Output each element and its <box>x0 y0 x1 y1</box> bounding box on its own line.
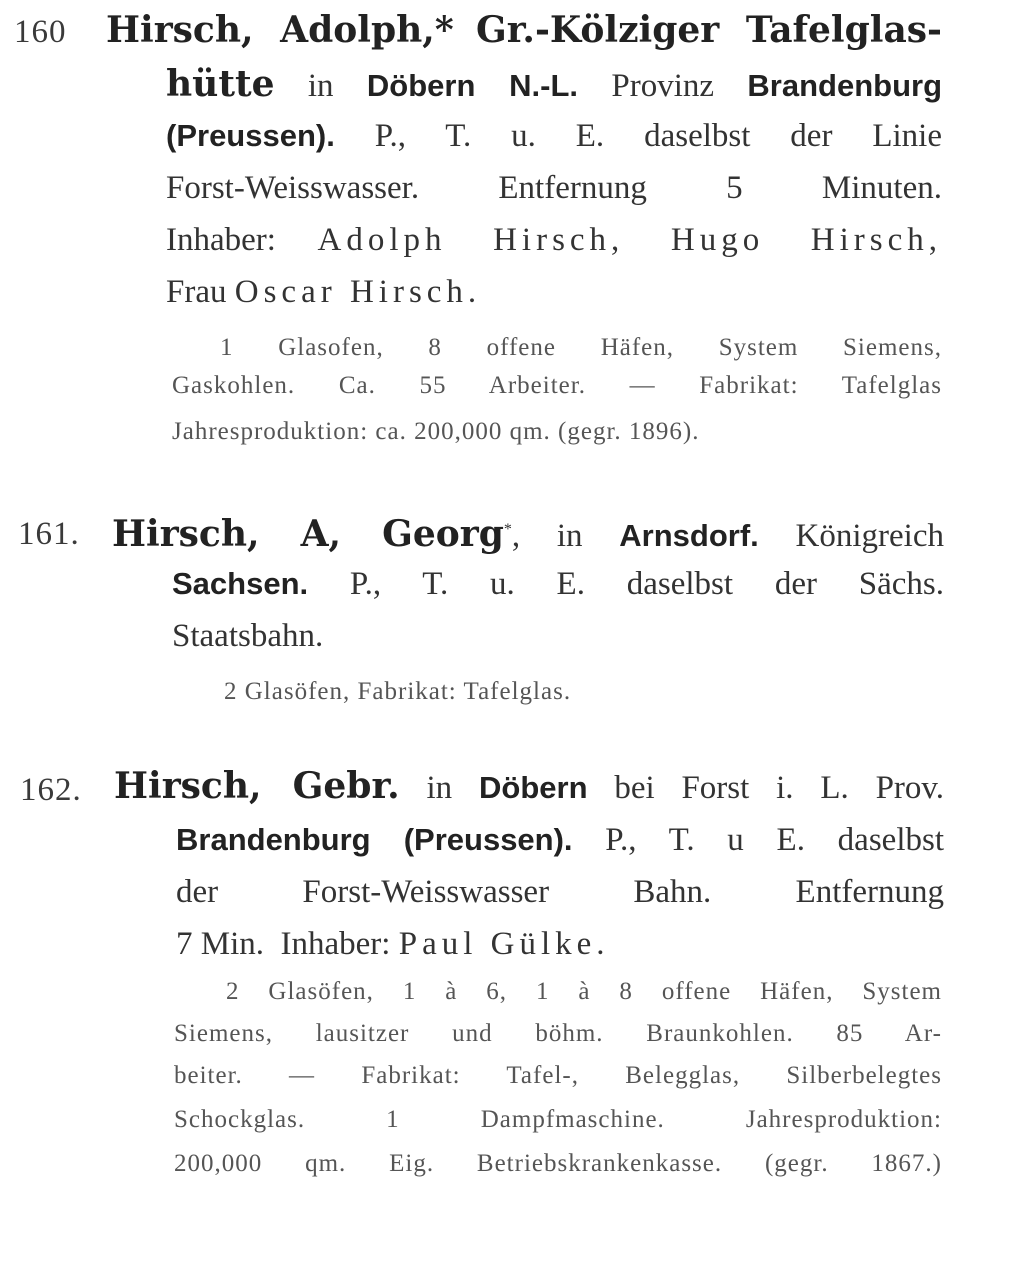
owners-names: Adolph Hirsch, Hugo Hirsch, <box>317 222 942 258</box>
entry-line: der Forst-Weisswasser Bahn. Entfernung <box>176 874 944 910</box>
details-line: Schockglas. 1 Dampfmaschine. Jahresproduktion: <box>174 1106 942 1133</box>
place-name: Döbern <box>479 770 588 805</box>
entry-number: 160 <box>14 14 67 50</box>
entry-line <box>172 564 944 604</box>
entry-number: 162. <box>20 772 82 808</box>
company-name: Gr.-Kölziger Tafelglas- <box>476 9 942 51</box>
entry-line <box>166 116 942 156</box>
details-line: 1 Glasofen, 8 offene Häfen, System Siemens, <box>220 334 942 361</box>
details-line: Gaskohlen. Ca. 55 Arbeiter. — Fabrikat: Tafelglas <box>172 372 942 399</box>
state-name: (Preussen). <box>166 118 335 153</box>
details-line: 2 Glasöfen, Fabrikat: Tafelglas. <box>224 678 572 705</box>
entry-number: 161. <box>18 516 80 552</box>
firm-name: Hirsch, Gebr. <box>114 765 400 807</box>
region-name: Brandenburg <box>747 68 943 103</box>
name-asterisk: * <box>503 521 512 538</box>
owners-line: Frau Oscar Hirsch. <box>166 274 482 310</box>
distance-info: Entfernung 5 Minuten. <box>498 170 942 206</box>
owners-line: 7 Min. Inhaber: Paul Gülke. <box>176 926 610 962</box>
entry-heading-line: Hirsch, A, Georg*, in Arnsdorf. Königreich <box>112 513 944 555</box>
entry-line <box>176 820 944 860</box>
region-name: Brandenburg (Preussen). <box>176 822 573 857</box>
details-line: beiter. — Fabrikat: Tafel-, Belegglas, Silberbelegtes <box>174 1062 942 1089</box>
entry-heading-line: Hirsch, Gebr. in Döbern bei Forst i. L. Prov. <box>114 765 945 807</box>
details-line: 200,000 qm. Eig. Betriebskrankenkasse. (gegr. 1867.) <box>174 1150 942 1177</box>
distance-info: Entfernung <box>795 874 944 910</box>
rail-info: P., T. u. E. daselbst der Linie <box>374 118 942 154</box>
rail-info: P., T. u. E. daselbst der Sächs. <box>349 566 944 602</box>
firm-name: Hirsch, Adolph,* <box>106 9 454 51</box>
details-line: 2 Glasöfen, 1 à 6, 1 à 8 offene Häfen, System <box>226 978 942 1005</box>
entry-line: Staatsbahn. <box>172 618 324 654</box>
details-line: Jahresproduktion: ca. 200,000 qm. (gegr. 1896). <box>172 418 700 445</box>
entry-line: Forst-Weisswasser. Entfernung 5 Minuten. <box>166 170 942 206</box>
place-name: Döbern N.-L. <box>366 68 578 103</box>
owners-line: Inhaber: Adolph Hirsch, Hugo Hirsch, <box>166 222 942 258</box>
place-name: Arnsdorf. <box>619 518 759 553</box>
rail-info: P., T. u E. daselbst <box>605 822 944 858</box>
owners-names: Oscar Hirsch. <box>234 274 482 310</box>
company-name-cont: hütte <box>166 63 275 105</box>
entry-heading-line <box>106 10 942 52</box>
firm-name: Hirsch, A, Georg <box>112 513 504 555</box>
region-name: Sachsen. <box>172 566 309 601</box>
owners-names: Paul Gülke. <box>398 926 610 962</box>
entry-line: hütte in Döbern N.-L. Provinz Brandenburg <box>166 63 943 105</box>
details-line: Siemens, lausitzer und böhm. Braunkohlen. 85 Ar- <box>174 1020 942 1047</box>
